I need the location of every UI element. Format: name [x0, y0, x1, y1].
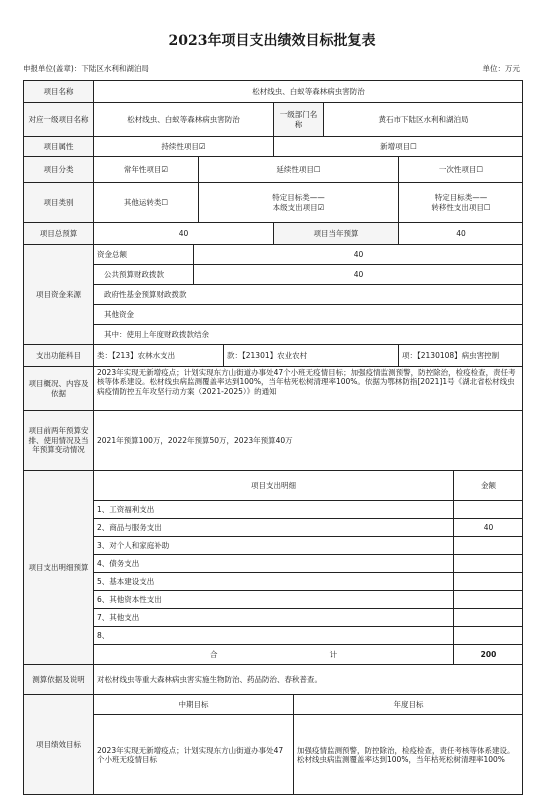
current-budget-value: 40	[398, 222, 523, 244]
goal-mid-header: 中期目标	[93, 694, 293, 714]
category-transfer-line2: 转移性支出项目☐	[431, 202, 491, 212]
detail-total-char-a: 合	[210, 649, 218, 659]
basis-text: 对松材线虫等重大森林病虫害实施生物防治、药品防治、春秋普查。	[93, 664, 523, 694]
funding-prev-label: 其中：使用上年度财政拨款结余	[93, 324, 523, 344]
function-label: 支出功能科目	[23, 344, 93, 366]
detail-budget-label: 项目支出明细预算	[23, 470, 93, 664]
detail-item-amount: 40	[453, 518, 523, 536]
detail-item-amount	[453, 608, 523, 626]
funding-public-label: 公共预算财政拨款	[93, 264, 193, 284]
funding-total-label: 资金总额	[93, 244, 193, 264]
class-once: 一次性项目☐	[398, 156, 523, 182]
detail-item-name: 8、	[93, 626, 453, 644]
overview-text: 2023年实现无新增疫点；计划实现东方山街道办事处47个小班无疫情目标；加强疫情监测预警，防控除治，检疫检查，责任考核等体系建设。松材线虫病监测覆盖率达到100%，当年枯死松树清理率100%。依据为鄂林防指[2021]1号《湖北省松材线虫病疫情防控五年攻坚行动方案（2021-2025）》的通知	[93, 366, 523, 410]
overview-label: 项目概况、内容及依据	[23, 366, 93, 410]
level1-label: 对应一级项目名称	[23, 102, 93, 136]
detail-item-amount	[453, 500, 523, 518]
detail-item-name: 3、对个人和家庭补助	[93, 536, 453, 554]
currency-unit: 单位：万元	[482, 64, 520, 73]
class-extend: 延续性项目☐	[198, 156, 398, 182]
goal-mid-text: 2023年实现无新增疫点；计划实现东方山街道办事处47个小班无疫情目标	[93, 714, 293, 795]
detail-total-char-b: 计	[329, 649, 337, 659]
goal-year-header: 年度目标	[293, 694, 523, 714]
prior-budget-label: 项目前两年预算安排、使用情况及当年预算变动情况	[23, 410, 93, 470]
category-transfer-line1: 特定目标类——	[434, 193, 488, 203]
dept-label: 一级部门名称	[273, 102, 323, 136]
page-title: 2023年项目支出绩效目标批复表	[168, 33, 376, 49]
class-label: 项目分类	[23, 156, 93, 182]
dept-value: 黄石市下陆区水利和湖泊局	[323, 102, 523, 136]
level1-value: 松材线虫、白蚁等森林病虫害防治	[93, 102, 273, 136]
attr-continuous: 持续性项目☑	[93, 136, 273, 156]
attr-new: 新增项目☐	[273, 136, 523, 156]
funding-total-value: 40	[193, 244, 523, 264]
detail-item-name: 6、其他资本性支出	[93, 590, 453, 608]
funding-public-value: 40	[193, 264, 523, 284]
detail-header: 项目支出明细	[93, 470, 453, 500]
attr-label: 项目属性	[23, 136, 93, 156]
category-label: 项目类别	[23, 182, 93, 222]
detail-amount-header: 金额	[453, 470, 523, 500]
funding-gov-label: 政府性基金预算财政拨款	[93, 284, 523, 304]
category-other: 其他运转类☐	[93, 182, 198, 222]
detail-item-name: 7、其他支出	[93, 608, 453, 626]
detail-total-value: 200	[453, 644, 523, 664]
category-transfer	[398, 182, 523, 222]
detail-item-name: 5、基本建设支出	[93, 572, 453, 590]
function-xiang: 项：【2130108】病虫害控制	[398, 344, 523, 366]
funding-source-label: 项目资金来源	[23, 244, 93, 344]
detail-item-amount	[453, 554, 523, 572]
category-special-line1: 特定目标类——	[272, 193, 325, 203]
detail-item-amount	[453, 536, 523, 554]
approval-table	[23, 80, 523, 795]
detail-item-name: 1、工资福利支出	[93, 500, 453, 518]
goal-label: 项目绩效目标	[23, 694, 93, 795]
detail-item-name: 2、商品与服务支出	[93, 518, 453, 536]
project-name-label: 项目名称	[23, 80, 93, 102]
funding-other-label: 其他资金	[93, 304, 523, 324]
total-budget-value: 40	[93, 222, 273, 244]
applicant-unit: 申报单位(盖章)：下陆区水利和湖泊局	[23, 64, 149, 73]
function-category: 类：【213】农林水支出	[93, 344, 223, 366]
detail-item-amount	[453, 626, 523, 644]
function-kuan: 款：【21301】农业农村	[223, 344, 398, 366]
category-special	[198, 182, 398, 222]
category-special-line2: 本级支出项目☑	[272, 202, 325, 212]
detail-item-amount	[453, 572, 523, 590]
basis-label: 测算依据及说明	[23, 664, 93, 694]
detail-total-label	[93, 644, 453, 664]
class-regular: 常年性项目☑	[93, 156, 198, 182]
detail-item-name: 4、债务支出	[93, 554, 453, 572]
prior-budget-text: 2021年预算100万，2022年预算50万，2023年预算40万	[93, 410, 523, 470]
project-name-value: 松材线虫、白蚁等森林病虫害防治	[93, 80, 523, 102]
current-budget-label: 项目当年预算	[273, 222, 398, 244]
goal-year-text: 加强疫情监测预警，防控除治，检疫检查，责任考核等体系建设。松材线虫病监测覆盖率达到100%，当年枯死松树清理率100%	[293, 714, 523, 795]
detail-item-amount	[453, 590, 523, 608]
total-budget-label: 项目总预算	[23, 222, 93, 244]
